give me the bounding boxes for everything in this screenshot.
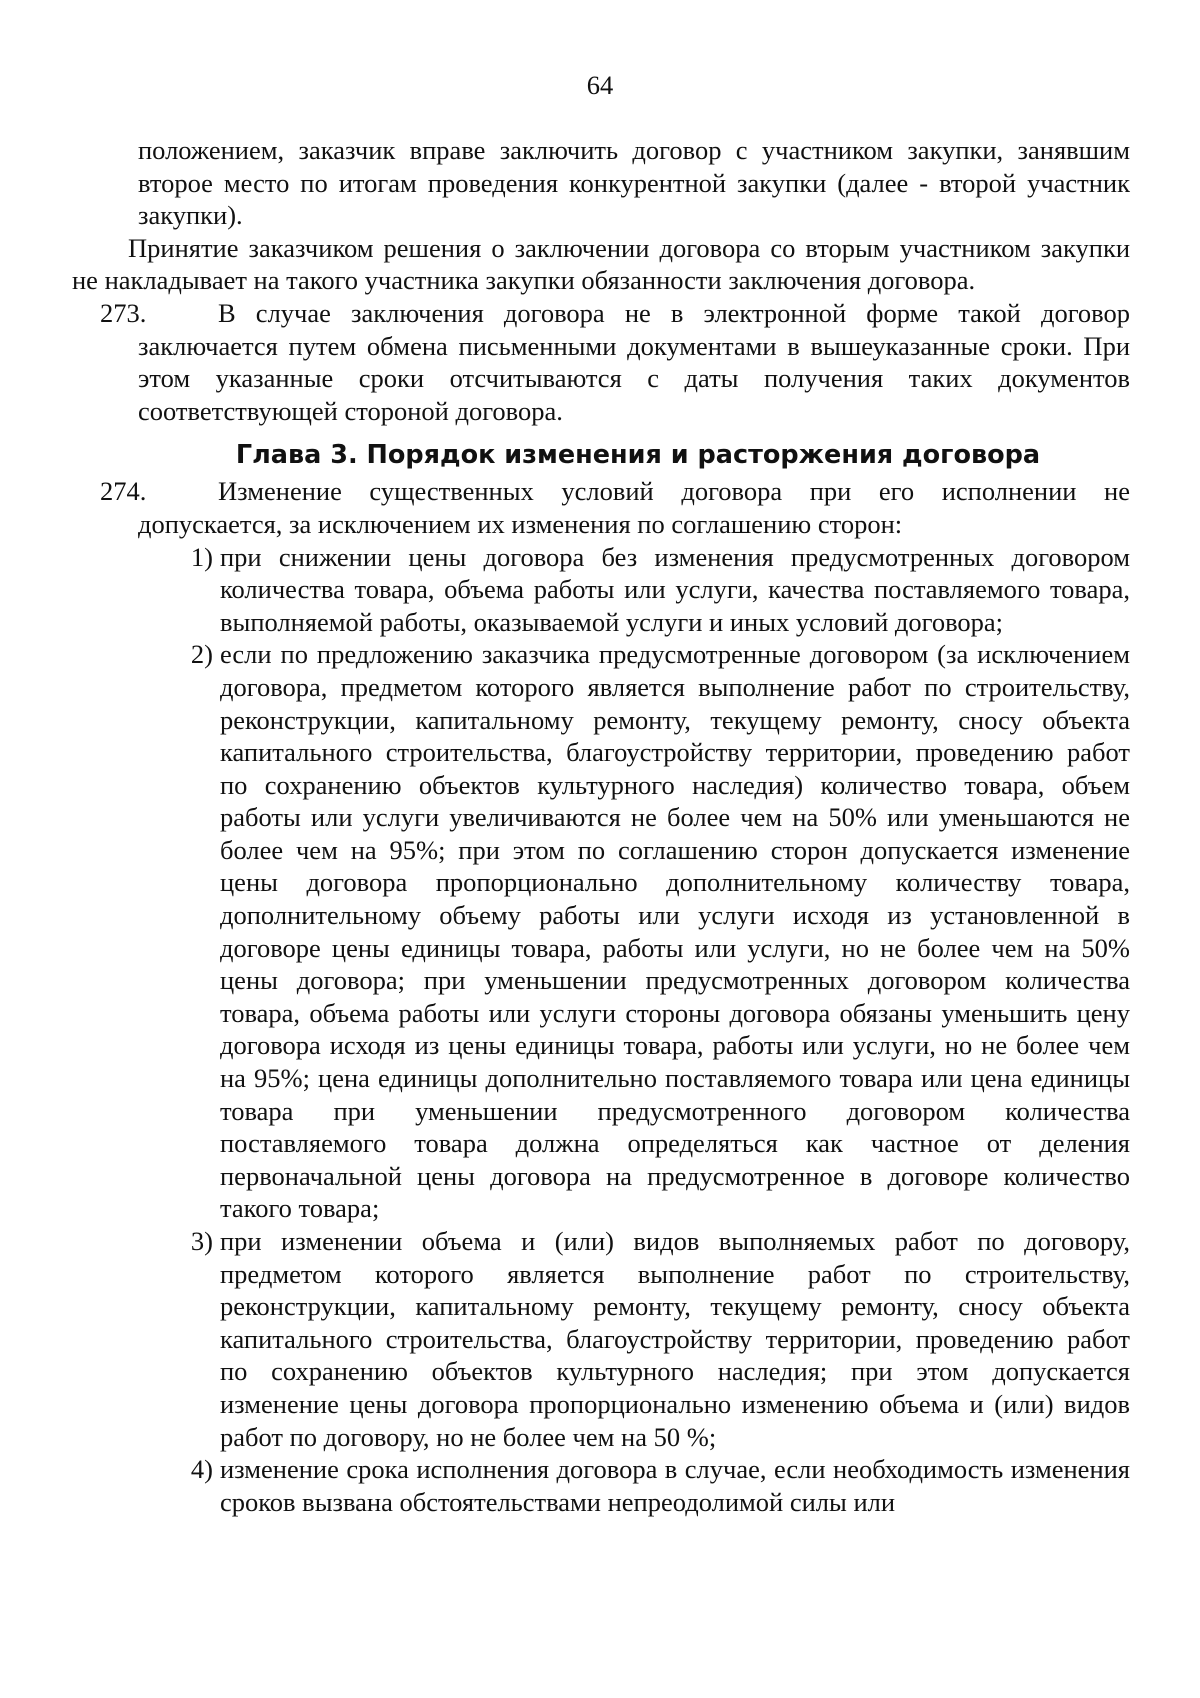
subitem-number: 3) [190,1226,213,1256]
chapter-heading: Глава 3. Порядок изменения и расторжения договора [235,440,1041,471]
subitem-text: при снижении цены договора без изменения предусмотренных договором количества товара, объема работы или услуги, качества поставляемого товара, выполняемой работы, оказываемой услуги и иных условий договора; [220,541,1130,637]
item-text: Изменение существенных условий договора при его исполнении не допускается, за исключением их изменения по соглашению сторон: [138,476,1130,539]
page-number: 64 [586,70,614,100]
item-274 [72,475,1130,540]
subitem-2 [72,638,1130,1225]
subitem-number: 2) [190,639,213,670]
item-number: 273. [100,297,147,328]
item-text: В случае заключения договора не в электронной форме такой договор заключается путем обмена письменными документами в вышеуказанные сроки. При этом указанные сроки отсчитываются с даты получения таких документов соответствующей стороной договора. [138,297,1130,426]
item-number: 274. [100,476,147,507]
document-body [72,134,1130,1518]
item-273 [72,297,1130,427]
subitem-number: 1) [190,541,213,572]
subitem-1 [72,541,1130,639]
subitem-text: если по предложению заказчика предусмотренные договором (за исключением договора, предметом которого является выполнение работ по строительству, реконструкции, капитальному ремонту, текущему ремонту, сносу объекта капитального строительства, благоустройству территории, проведению работ по сохранению объектов культурного наследия) количество товара, объем работы или услуги увеличиваются не более чем на 50% или уменьшаются не более чем на 95%; при этом по соглашению сторон допускается изменение цены договора пропорционально дополнительному количеству товара, дополнительному объему работы или услуги исходя из установленной в договоре цены единицы товара, работы или услуги, но не более чем на 50% цены договора; при уменьшении предусмотренных договором количества товара, объема работы или услуги стороны договора обязаны уменьшить цену договора исходя из цены единицы товара, работы или услуги, но не более чем на 95%; цена единицы дополнительно поставляемого товара или цена единицы товара при уменьшении предусмотренного договором количества поставляемого товара должна определяться как частное от деления первоначальной цены договора на предусмотренное в договоре количество такого товара; [220,639,1130,1224]
subitem-4 [72,1453,1130,1518]
continuation-paragraph: положением, заказчик вправе заключить договор с участником закупки, занявшим второе место по итогам проведения конкурентной закупки (далее - второй участник закупки). [138,135,1130,231]
subitem-3 [72,1225,1130,1453]
decision-paragraph: Принятие заказчиком решения о заключении договора со вторым участником закупки не накладывает на такого участника закупки обязанности заключения договора. [72,232,1130,296]
subitem-text: при изменении объема и (или) видов выполняемых работ по договору, предметом которого является выполнение работ по строительству, реконструкции, капитальному ремонту, текущему ремонту, сносу объекта капитального строительства, благоустройству территории, проведению работ по сохранению объектов культурного наследия; при этом допускается изменение цены договора пропорционально изменению объема и (или) видов работ по договору, но не более чем на 50 %; [220,1226,1130,1452]
subitem-text: изменение срока исполнения договора в случае, если необходимость изменения сроков вызвана обстоятельствами непреодолимой силы или [220,1454,1130,1517]
subitem-number: 4) [190,1454,213,1485]
